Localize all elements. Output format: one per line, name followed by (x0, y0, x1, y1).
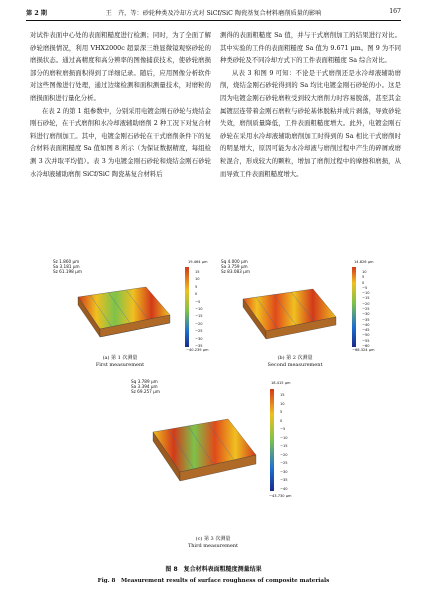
caption-b (225, 355, 365, 369)
scale-tick-label: 0 (195, 292, 198, 297)
stat-line: Sa 3.394 μm (131, 384, 158, 389)
caption-a (50, 355, 190, 369)
stat-line: Sz 61.198 μm (53, 269, 82, 274)
scale-tick-label: −30 (195, 336, 203, 341)
scale-tick-label: 15 (280, 393, 285, 397)
scale-tick-label: 10 (195, 277, 200, 282)
stats-a (53, 259, 82, 274)
scale-tick-label: −10 (195, 307, 203, 311)
scale-tick-label: −5 (280, 427, 286, 432)
scale-tick-label: −20 (362, 301, 370, 306)
scale-tick-label: −25 (280, 461, 288, 466)
surface-render-a (50, 257, 214, 355)
right-paragraph: 测得的表面粗糙度 Sa 值，并与干式磨削加工的结果进行对比。其中实验的工件的表面粗糙度 Sa 值为 9.671 μm。图 9 为不同种类砂轮及不同冷却方式下的工件表面粗糙度 Sa 综合对比。 (220, 32, 401, 65)
scale-tick-label: −50 (362, 333, 370, 338)
surface-plot-a (50, 257, 214, 355)
stat-line: Sq 4.000 μm (221, 259, 248, 264)
scale-tick-label: −60 (362, 344, 370, 348)
scale-tick-label: −15 (195, 314, 203, 319)
scale-tick-label: −55 (362, 338, 370, 343)
scale-tick-label: −40 (362, 322, 370, 327)
max-label-b: 14.826 μm (354, 260, 374, 264)
right-column (220, 30, 401, 181)
caption-c-en: Third measurement (187, 543, 239, 549)
figure-caption-zh: 图 8 复合材料表面粗糙度测量结果 (165, 566, 262, 573)
scale-tick-label: 5 (195, 284, 198, 289)
surface-render-c (128, 377, 298, 504)
surface-plot-b (218, 257, 381, 355)
left-paragraph: 对试件表面中心处的表面粗糙度进行检测；同时，为了全面了解砂轮磨损情况，利用 VHX2000c 超景深三维显微镜观察砂轮的磨损状态。通过高精度和高分辨率的图像捕获技术，使砂轮磨损部分的磨粒磨损面积得到了详细记录。随后，应用图像分析软件对这些图像进行处理，通过边缘检测和面积测量技术，对磨粒的磨损面积进行量化分析。 (30, 32, 211, 102)
scale-tick-label: 15 (195, 270, 200, 274)
issue-label: 第 2 期 (26, 10, 47, 17)
scale-tick-label: −5 (362, 285, 368, 290)
scale-tick-label: 10 (362, 270, 367, 274)
scale-tick-label: −30 (280, 469, 288, 474)
scale-tick-label: −45 (362, 328, 370, 333)
scale-tick-label: −10 (362, 291, 370, 296)
scale-tick-label: 10 (280, 401, 285, 406)
scale-tick-label: 5 (362, 275, 365, 280)
max-label-a: 19.464 μm (188, 260, 208, 264)
left-column (30, 30, 211, 181)
page-number: 167 (389, 8, 401, 15)
stat-line: Sa 3.759 μm (221, 264, 248, 269)
scale-tick-label: −20 (195, 321, 203, 326)
header-rule (26, 20, 401, 21)
scale-tick-label: −30 (362, 312, 370, 317)
scale-tick-label: −35 (280, 478, 288, 483)
scale-tick-label: −25 (362, 307, 370, 311)
scale-tick-label: −10 (280, 435, 288, 440)
scale-tick-label: −20 (280, 452, 288, 457)
stat-line: Sz 83.083 μm (221, 269, 250, 274)
max-label-c: 18.415 μm (271, 381, 291, 385)
scale-tick-label: −35 (195, 344, 203, 348)
scale-tick-label: −35 (362, 317, 370, 322)
scale-tick-label: −40 (280, 487, 288, 491)
stats-c (131, 379, 160, 394)
scale-tick-label: 5 (280, 410, 283, 415)
caption-c (143, 536, 283, 550)
stat-line: Sz 69.257 μm (131, 389, 160, 394)
caption-a-en: First measurement (95, 362, 145, 368)
figure-caption-en: Fig. 8 Measurement results of surface roughness of composite materials (97, 578, 330, 584)
scale-tick-label: −5 (195, 299, 201, 304)
caption-b-zh: (b) 第 2 次测量 (277, 355, 313, 361)
scale-tick-label: −15 (280, 444, 288, 449)
caption-c-zh: (c) 第 3 次测量 (195, 536, 231, 542)
page-header (26, 6, 401, 18)
stats-b (221, 259, 250, 274)
min-label-a: −40.239 μm (186, 348, 209, 352)
scale-tick-label: 0 (362, 280, 365, 285)
min-label-c: −43.730 μm (269, 494, 292, 498)
scale-tick-label: 0 (280, 418, 283, 423)
surface-render-b (218, 257, 381, 355)
caption-a-zh: (a) 第 1 次测量 (102, 355, 138, 361)
running-title: 王 卉，等：砂轮种类及冷却方式对 SiCf/SiC 陶瓷基复合材料磨削质量的影响 (105, 10, 322, 17)
stat-line: Sz 1.860 μm (53, 259, 80, 264)
right-paragraph: 从表 3 和图 9 可知：不论是干式磨削还是水冷却液辅助磨削，烧结金刚石砂轮得到的 Sa 均比电镀金刚石砂轮的小。这是因为电镀金刚石砂轮磨粒受到较大磨削力时容易脱落，甚至其金属镀层连带着金刚石磨粒与砂轮基体脱粘并成片剥落，导致砂轮失效，磨削质量降低，工件表面粗糙度增大。此外，电镀金刚石砂轮在采用水冷却液辅助磨削加工时得到的 Sa 相比干式磨削时的明显增大，原因可能为水冷却液与磨削过程中产生的碎屑或磨粒混合，形成较大的颗粒，增加了磨削过程中的摩擦和磨损，从而导致工件表面粗糙度增大。 (220, 69, 401, 178)
caption-b-en: Second measurement (267, 362, 323, 368)
stat-line: Sa 3.181 μm (53, 264, 80, 269)
left-paragraph: 在表 2 的第 1 组参数中，分别采用电镀金刚石砂轮与烧结金刚石砂轮，在干式磨削和水冷却液辅助磨削 2 种工况下对复合材料进行磨削加工。其中，电镀金刚石砂轮在干式磨削条件下的复合材料表面粗糙度 Sa 值如图 8 所示（为保证数据精度，每组检测 3 次并取平均值）。表 3 为电镀金刚石砂轮和烧结金刚石砂轮水冷却液辅助磨削 SiCf/SiC 陶瓷基复合材料后 (30, 107, 211, 178)
stat-line: Sq 3.789 μm (131, 379, 158, 384)
surface-plot-c (128, 377, 298, 504)
scale-tick-label: −25 (195, 329, 203, 334)
min-label-b: −68.324 μm (352, 348, 375, 352)
scale-tick-label: −15 (362, 296, 370, 301)
